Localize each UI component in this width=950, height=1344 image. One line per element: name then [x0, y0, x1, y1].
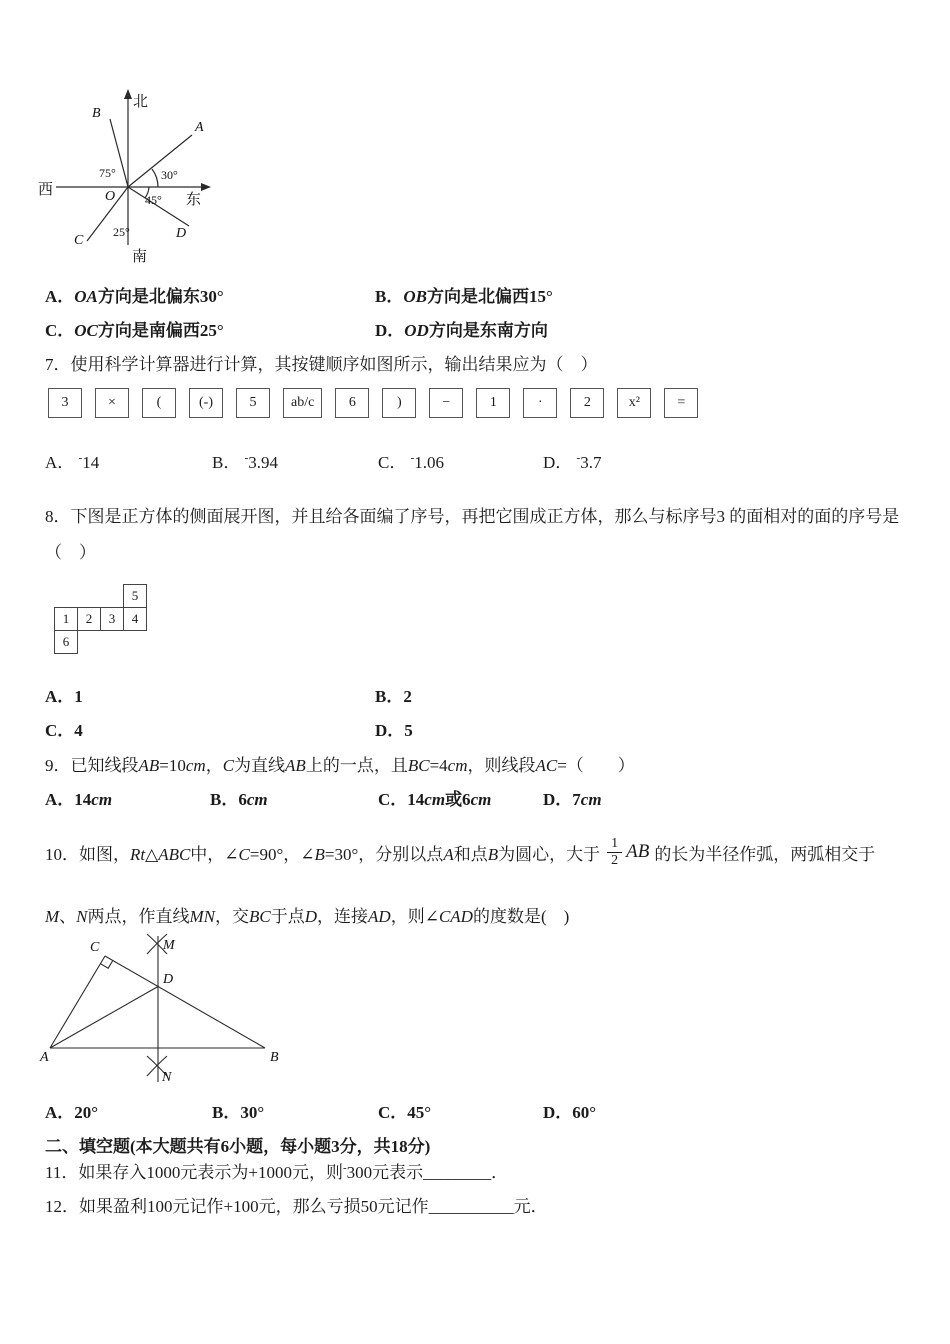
- net-cell-2: 2: [77, 607, 101, 631]
- net-cell-5: 5: [123, 584, 147, 608]
- q9-option-d: D．7cm: [543, 790, 602, 809]
- compass-direction-diagram: [28, 85, 233, 270]
- q10-question-line1: [45, 824, 875, 880]
- calc-key-decimal: ·: [523, 388, 557, 418]
- q10-line1-pre: 10．如图，Rt△ABC中，∠C=90°，∠B=30°，分别以点A和点B为圆心，大于: [45, 844, 601, 864]
- q9-option-c: C．14cm或6cm: [378, 790, 492, 809]
- calc-key-close-paren: ): [382, 388, 416, 418]
- q10-option-c: C．45°: [378, 1103, 432, 1122]
- fraction-one-half: [607, 836, 622, 868]
- calc-key-2: 2: [570, 388, 604, 418]
- north-label: 北: [133, 94, 149, 110]
- fraction-denominator: 2: [607, 852, 622, 868]
- calc-key-open-paren: (: [142, 388, 176, 418]
- q8-option-a: A．1: [45, 687, 83, 706]
- net-cell-6: 6: [54, 630, 78, 654]
- tri-point-m: M: [163, 938, 175, 953]
- tri-point-b: B: [270, 1050, 279, 1065]
- triangle-lines: [50, 934, 265, 1082]
- angle-75-label: 75°: [99, 166, 116, 180]
- point-d-label: D: [176, 226, 187, 241]
- calc-key-square: x²: [617, 388, 651, 418]
- compass-axes-and-rays: [56, 95, 204, 245]
- point-a-label: A: [195, 120, 204, 135]
- q6-option-a: A．OA方向是北偏东30°: [45, 287, 224, 306]
- q7-option-c: C． -1.06: [378, 452, 445, 472]
- west-label: 西: [38, 182, 54, 198]
- calc-key-multiply: ×: [95, 388, 129, 418]
- q9-option-a: A．14cm: [45, 790, 113, 809]
- tri-point-a: A: [40, 1050, 49, 1065]
- calc-key-fraction: ab/c: [283, 388, 322, 418]
- q9-option-b: B．6cm: [210, 790, 268, 809]
- origin-label: O: [105, 189, 116, 204]
- q10-option-b: B．30°: [212, 1103, 265, 1122]
- section2-header: 二、填空题(本大题共有6小题，每小题3分，共18分): [45, 1137, 431, 1156]
- calc-key-minus: −: [429, 388, 463, 418]
- q6-option-d: D．OD方向是东南方向: [375, 321, 548, 340]
- q8-question-line1: 8．下图是正方体的侧面展开图，并且给各面编了序号，再把它围成正方体，那么与标序号3 的面相对的面的序号是: [45, 507, 900, 526]
- tri-point-c: C: [90, 940, 100, 955]
- calc-key-5: 5: [236, 388, 270, 418]
- q6-option-c: C．OC方向是南偏西25°: [45, 321, 224, 340]
- tri-point-n: N: [162, 1070, 172, 1085]
- compass-point-labels: [74, 106, 204, 248]
- east-label: 东: [186, 192, 202, 208]
- q6-option-b: B．OB方向是北偏西15°: [375, 287, 553, 306]
- south-label: 南: [132, 249, 148, 265]
- calc-key-6: 6: [335, 388, 369, 418]
- calc-key-3: 3: [48, 388, 82, 418]
- q9-question-text: 9．已知线段AB=10cm，C为直线AB上的一点，且BC=4cm，则线段AC=（ ）: [45, 756, 635, 775]
- point-c-label: C: [74, 233, 84, 248]
- net-cell-3: 3: [100, 607, 124, 631]
- q7-option-b: B． -3.94: [212, 452, 279, 472]
- net-cell-4: 4: [123, 607, 147, 631]
- q10-question-line2: M、N两点，作直线MN，交BC于点D，连接AD，则∠CAD的度数是( ): [45, 907, 570, 926]
- q7-option-d: D． -3.7: [543, 452, 602, 472]
- calc-key-1: 1: [476, 388, 510, 418]
- cube-net-diagram: [54, 584, 174, 656]
- angle-25-label: 25°: [113, 225, 130, 239]
- q10-line1-post: 的长为半径作弧，两弧相交于: [654, 844, 876, 864]
- angle-30-label: 30°: [161, 168, 178, 182]
- angle-45-label: 45°: [145, 193, 162, 207]
- net-cell-1: 1: [54, 607, 78, 631]
- calculator-key-sequence: [48, 388, 698, 418]
- q10-option-a: A．20°: [45, 1103, 99, 1122]
- q8-option-d: D．5: [375, 721, 413, 740]
- q8-question-line2: （ ）: [45, 543, 96, 562]
- triangle-construction-diagram: [38, 930, 318, 1088]
- calc-key-equals: =: [664, 388, 698, 418]
- q11-text: 11．如果存入1000元表示为+1000元，则-300元表示________．: [45, 1162, 509, 1182]
- q12-text: 12．如果盈利100元记作+100元，那么亏损50元记作__________元．: [45, 1197, 548, 1216]
- q8-option-c: C．4: [45, 721, 83, 740]
- fraction-numerator: 1: [611, 836, 619, 852]
- q7-option-a: A． -14: [45, 452, 100, 472]
- calc-key-negative: (-): [189, 388, 223, 418]
- q10-ab-variable: AB: [626, 841, 650, 862]
- point-b-label: B: [92, 106, 101, 121]
- q7-question-text: 7．使用科学计算器进行计算，其按键顺序如图所示，输出结果应为（ ）: [45, 355, 598, 374]
- tri-point-d: D: [163, 972, 174, 987]
- q10-option-d: D．60°: [543, 1103, 597, 1122]
- q8-option-b: B．2: [375, 687, 412, 706]
